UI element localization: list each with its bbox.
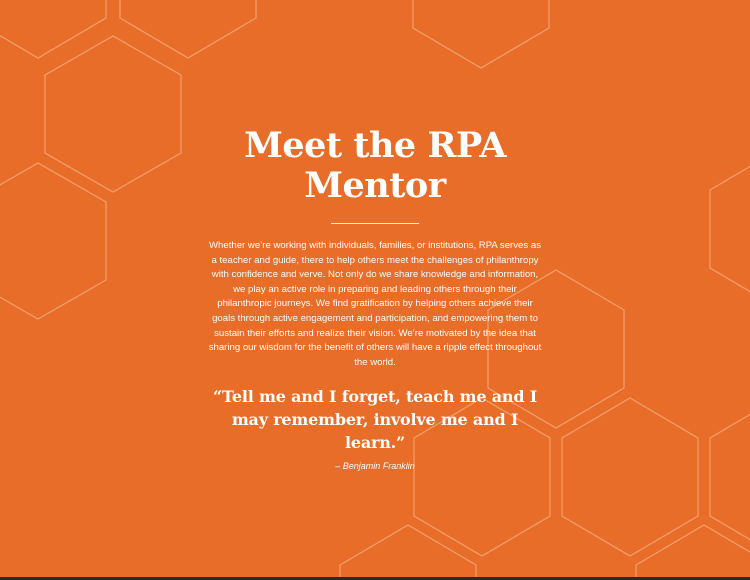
- quote-attribution: – Benjamin Franklin: [335, 461, 415, 472]
- section-title: [205, 126, 545, 206]
- section-title-line-2: Mentor: [304, 165, 446, 206]
- section-body-text: Whether we’re working with individuals, families, or institutions, RPA serves as a teacher and guide, there to help others meet the challenges of philanthropy with confidence and verve. Not only do we share knowledge and information, we play an active role in preparing and leading others through their philanthropic journeys. We find gratification by helping others achieve their goals through active engagement and participation, and empowering them to sustain their efforts and realize their vision. We’re motivated by the idea that sharing our wisdom for the benefit of others will have a ripple effect throughout the world.: [208, 240, 542, 368]
- mentor-content: [205, 126, 545, 472]
- section-title-line-1: Meet the RPA: [244, 125, 506, 166]
- quote-text: “Tell me and I forget, teach me and I may remember, involve me and I learn.”: [213, 387, 537, 453]
- title-divider: [331, 223, 419, 224]
